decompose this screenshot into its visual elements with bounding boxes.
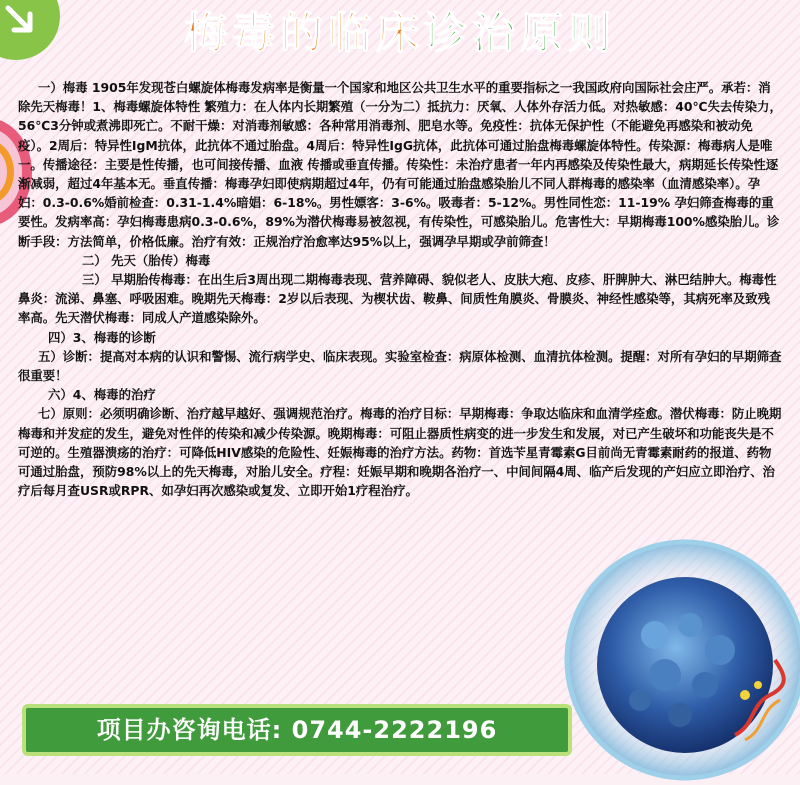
phone-banner <box>22 704 572 756</box>
title-part-green: 诊治原则 <box>424 9 616 59</box>
heading-treatment: 六）4、梅毒的治疗 <box>48 387 156 403</box>
article-body <box>18 78 782 500</box>
paragraph-overview: 一）梅毒 1905年发现苍白螺旋体梅毒发病率是衡量一个国家和地区公共卫生水平的重要指标之一我国政府向国际社会庄严。承若：消除先天梅毒！1、梅毒螺旋体特性 繁殖力：在人体内长期繁殖（一分为二）抵抗力：厌氧、人体外存活力低。对热敏感：40℃失去传染力，56℃3分钟或煮沸即死亡。不耐干燥：对消毒剂敏感：各种常用消毒剂、肥皂水等。免疫性：抗体无保护性（不能避免再感染和被动免疫）。2周后：特异性IgM抗体，此抗体不通过胎盘。4周后：特异性IgG抗体，此抗体可通过胎盘梅毒螺旋体特性。传染源：梅毒病人是唯一。传播途径：主要是性传播，也可间接传播、血液 传播或垂直传播。传染性：未治疗患者一年内再感染及传染性最大，病期延长传染性逐渐减弱，超过4年基本无。垂直传播：梅毒孕妇即使病期超过4年，仍有可能通过胎盘感染胎儿不同人群梅毒的感染率（血清感染率）。孕妇：0.3-0.6%婚前检查：0.31-1.4%暗娼：6-18%。男性嫖客：3-6%。吸毒者：5-12%。男性同性恋：11-19% 孕妇筛查梅毒的重要性。发病率高：孕妇梅毒患病0.3-0.6%，89%为潜伏梅毒易被忽视，有传染性，可感染胎儿。危害性大：早期梅毒100%感染胎儿。诊断手段：方法简单，价格低廉。治疗有效：正规治疗治愈率达95%以上，强调孕早期或孕前筛查！ <box>18 80 782 249</box>
paragraph-treatment: 七）原则：必须明确诊断、治疗越早越好、强调规范治疗。梅毒的治疗目标：早期梅毒：争取达临床和血清学痊愈。潜伏梅毒：防止晚期梅毒和并发症的发生，避免对性伴的传染和减少传染源。晚期梅毒：可阻止器质性病变的进一步发生和发展，对已产生破坏和功能丧失是不可逆的。生殖器溃疡的治疗：可降低HIV感染的危险性、妊娠梅毒的治疗方法。药物：首选苄星青霉素G目前尚无青霉素耐药的报道、药物可通过胎盘，预防98%以上的先天梅毒，对胎儿安全。疗程：妊娠早期和晚期各治疗一、中间间隔4周、临产后发现的产妇应立即治疗、治疗后每月查USR或RPR、如孕妇再次感染或复发、立即开始1疗程治疗。 <box>18 406 782 499</box>
page-title <box>0 6 800 62</box>
heading-diagnosis: 四）3、梅毒的诊断 <box>48 329 156 345</box>
paragraph-diagnosis: 五）诊断：提高对本病的认识和警惕、流行病学史、临床表现。实验室检查：病原体检测、血清抗体检测。提醒：对所有孕妇的早期筛查很重要！ <box>18 348 782 384</box>
heading-congenital: 二） 先天（胎传）梅毒 <box>82 252 211 268</box>
paragraph-early-congenital: 三） 早期胎传梅毒：在出生后3周出现二期梅毒表现、营养障碍、貌似老人、皮肤大疱、皮疹、肝脾肿大、淋巴结肿大。梅毒性鼻炎：流涕、鼻塞、呼吸困难。晚期先天梅毒：2岁以后表现、为楔状齿、鞍鼻、间质性角膜炎、骨膜炎、神经性感染等，其病死率及致残率高。先天潜伏梅毒：同成人产道感染除外。 <box>18 272 777 326</box>
virus-illustration <box>560 535 800 785</box>
title-part-orange: 梅毒的临床 <box>184 9 424 59</box>
phone-label: 项目办咨询电话: 0744-2222196 <box>96 716 498 744</box>
